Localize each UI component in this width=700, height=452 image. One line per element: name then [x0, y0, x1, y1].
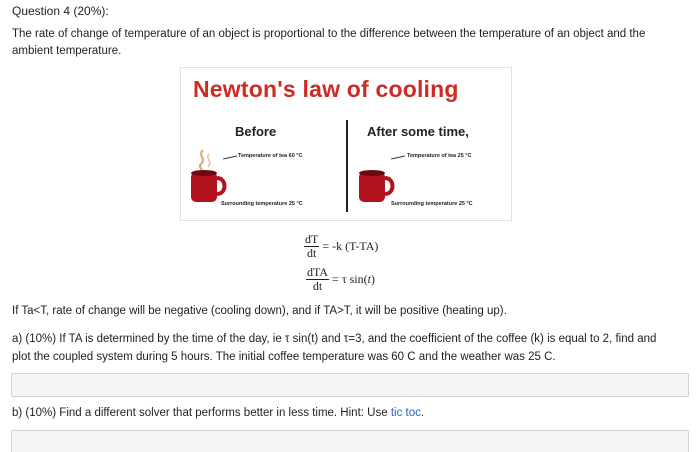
before-surrounding-temperature: Surrounding temperature 25 °C — [221, 201, 303, 207]
after-tea-pointer — [391, 156, 405, 160]
equation-2-rhs — [332, 272, 375, 286]
equation-2-rhs-suffix: ) — [370, 272, 375, 286]
tic-toc-link[interactable]: tic toc — [390, 407, 421, 419]
newton-cooling-figure — [180, 67, 512, 221]
after-surrounding-temperature: Surrounding temperature 25 °C — [391, 201, 473, 207]
after-label: After some time, — [367, 124, 469, 139]
question-title: Question 4 (20%): — [12, 4, 109, 18]
equation-2-numerator: dTA — [307, 265, 329, 279]
part-b-text — [12, 407, 424, 419]
before-tea-temperature: Temperature of tea 60 °C — [238, 153, 303, 159]
equation-2-rhs-prefix: = τ sin( — [332, 272, 368, 286]
before-label: Before — [235, 124, 277, 139]
equation-1-numerator: dT — [305, 232, 319, 246]
part-b-answer-field[interactable] — [11, 430, 689, 452]
after-tea-temperature: Temperature of tea 25 °C — [407, 153, 472, 159]
part-b-suffix: . — [420, 407, 425, 419]
sign-note: If Ta<T, rate of change will be negative (cooling down), and if TA>T, it will be positive (heating up). — [12, 305, 507, 317]
equation-2-denominator: dt — [312, 279, 323, 293]
equation-2-rhs-variable: t — [367, 272, 371, 286]
hot-tea-mug-icon — [185, 146, 227, 204]
part-a-line-1: a) (10%) If TA is determined by the time of the day, ie τ sin(t) and τ=3, and the coefficient of the coffee (k) is equal to 2, find and — [12, 333, 657, 345]
question-intro: The rate of change of temperature of an object is proportional to the difference between the temperature of an object and the ambient temperature. — [12, 28, 646, 57]
part-b-prefix: b) (10%) Find a different solver that performs better in less time. Hint: Use — [12, 407, 391, 419]
equation-dTA-dt — [306, 266, 375, 293]
part-a-answer-field[interactable] — [11, 373, 689, 397]
equation-1-denominator: dt — [307, 246, 317, 260]
equation-1-fraction — [304, 233, 319, 260]
equation-dT-dt — [304, 233, 378, 260]
tea-mug-icon — [353, 160, 395, 206]
part-a-line-2: plot the coupled system during 5 hours. The initial coffee temperature was 60 C and the weather was 25 C. — [12, 351, 556, 363]
equation-2-fraction — [306, 266, 329, 293]
figure-divider — [346, 120, 348, 212]
part-a-text — [12, 330, 688, 366]
figure-title: Newton's law of cooling — [193, 76, 459, 102]
equation-1-rhs: = -k (T-TA) — [322, 239, 379, 253]
